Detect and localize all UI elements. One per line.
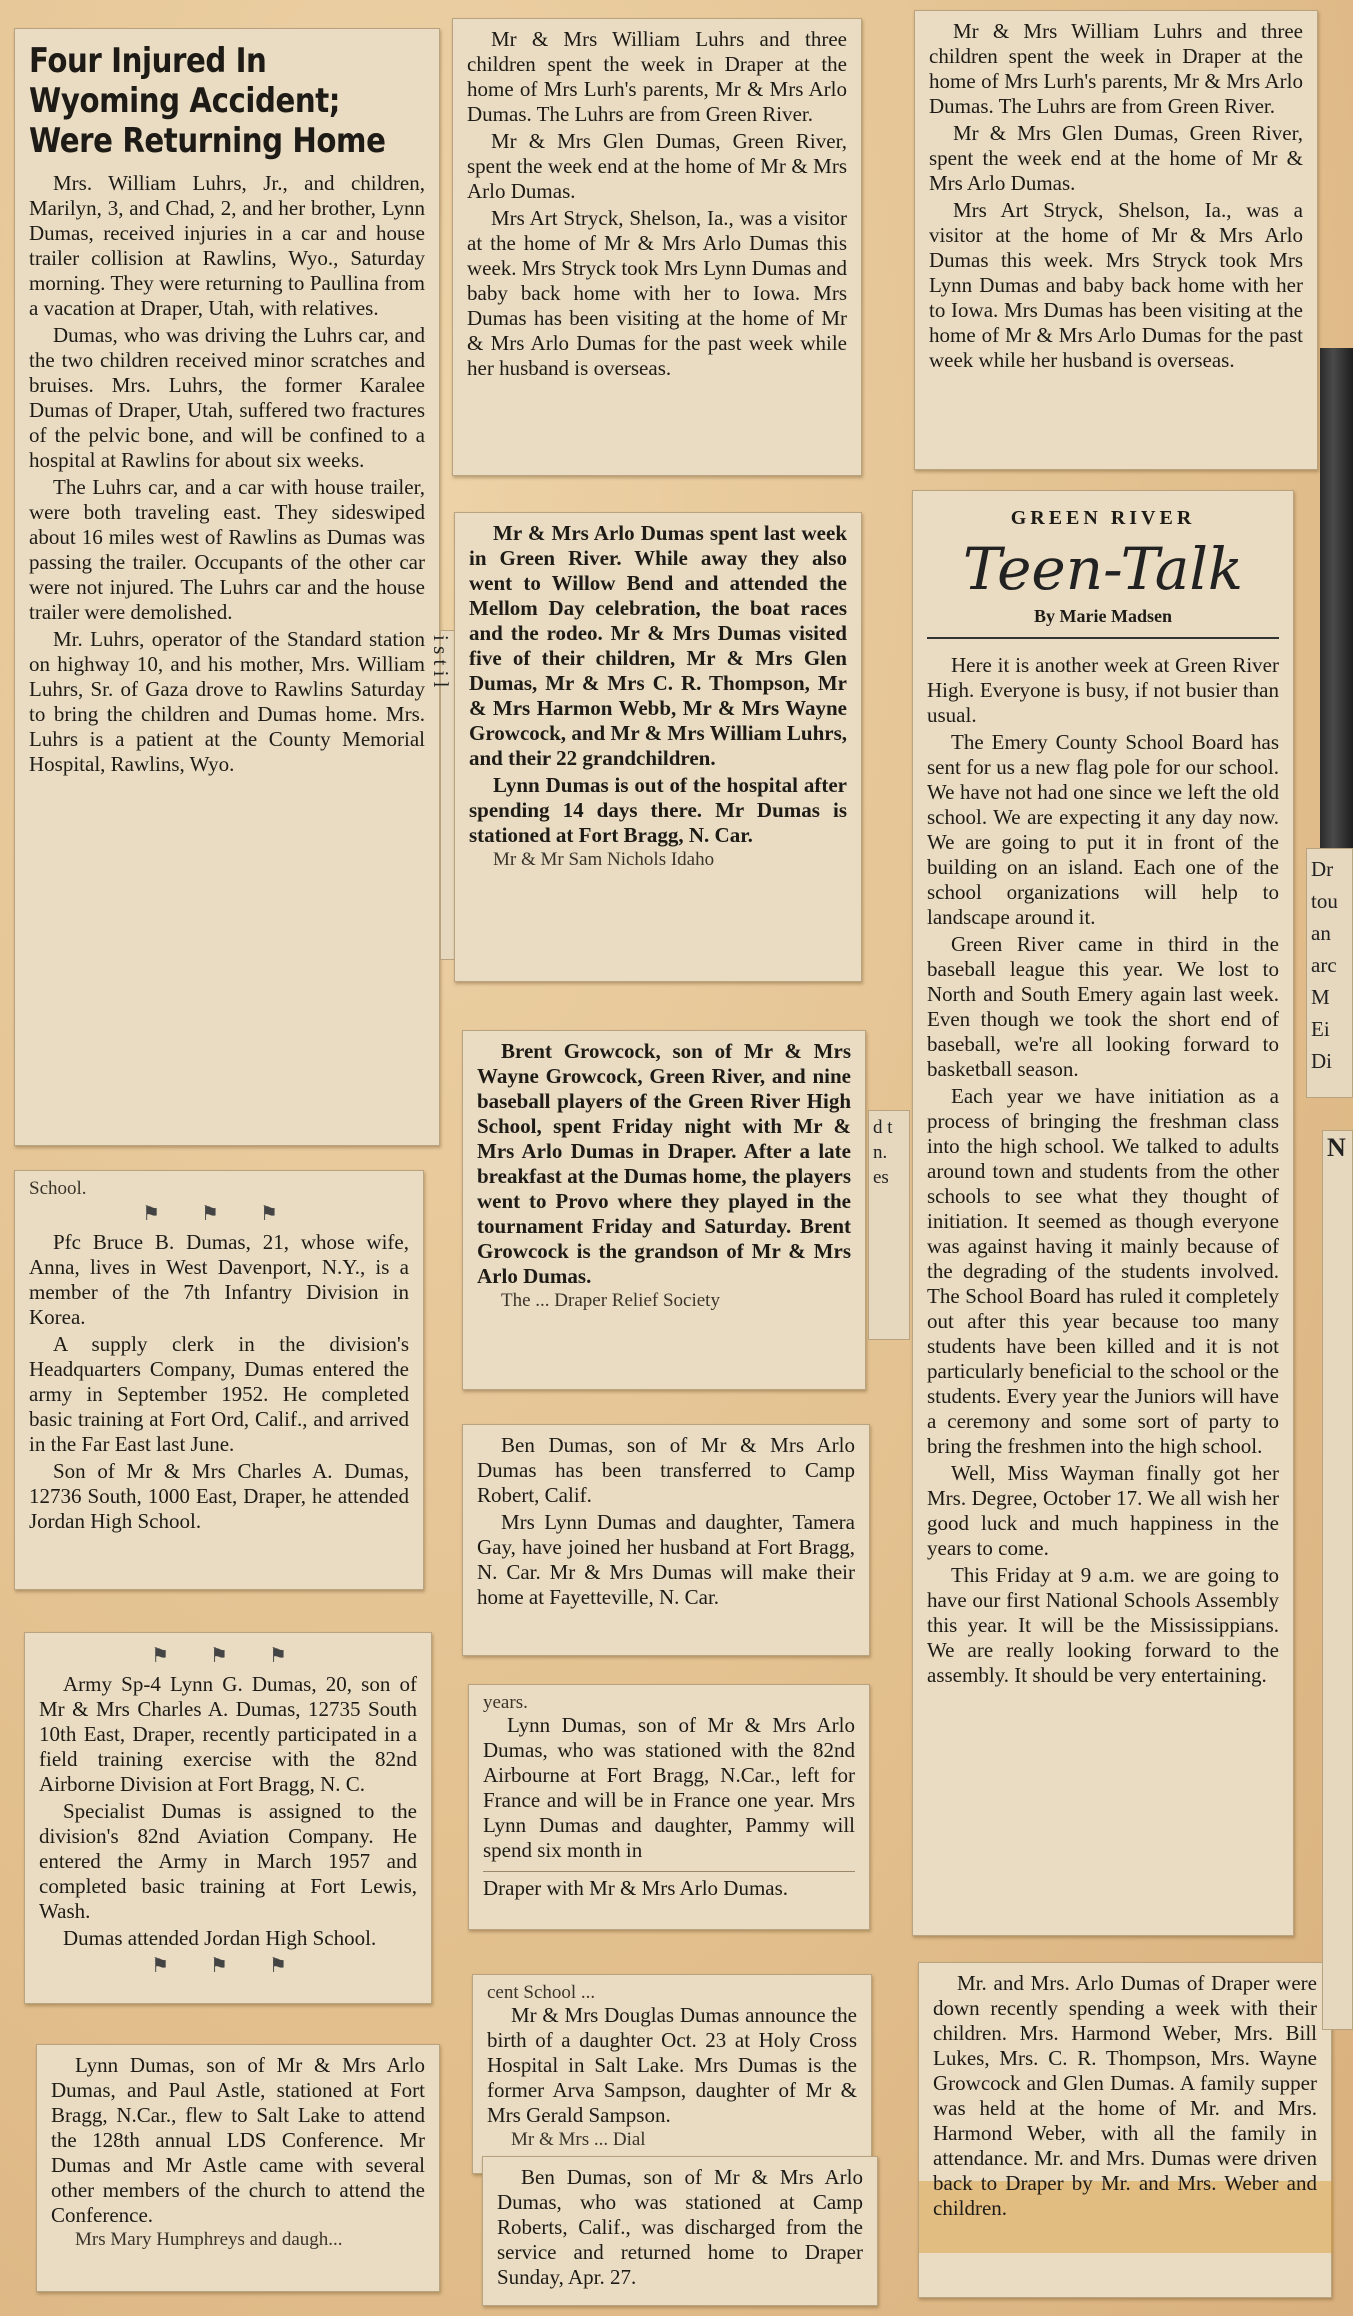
lynn-france-clipping <box>468 1684 870 1930</box>
side-fragment <box>1322 1130 1353 2030</box>
brent-growcock-clipping <box>462 1030 866 1390</box>
fragment-text: d t n. es <box>873 1117 893 1188</box>
paragraph: Here it is another week at Green River High. Everyone is busy, if not busier than usual. <box>927 653 1279 727</box>
paragraph: Mr & Mrs Glen Dumas, Green River, spent the week end at the home of Mr & Mrs Arlo Dumas. <box>467 129 847 203</box>
wyoming-accident-clipping <box>14 28 440 1146</box>
paragraph: Mr & Mrs William Luhrs and three children spent the week in Draper at the home of Mrs Lurh's parents, Mr & Mrs Arlo Dumas. The Luhrs are from Green River. <box>929 19 1303 118</box>
douglas-birth-clipping <box>472 1974 872 2174</box>
lynn-army-clipping <box>24 1632 432 2004</box>
fragment-text: i s t i l <box>429 635 453 688</box>
paragraph: Dumas, who was driving the Luhrs car, and the two children received minor scratches and bruises. Mrs. Luhrs, the former Karalee Dumas of Draper, Utah, suffered two fractures of the pelvic bone, and will be confined to a hospital at Rawlins for about six weeks. <box>29 323 425 472</box>
paragraph: Mr. Luhrs, operator of the Standard station on highway 10, and his mother, Mrs. William Luhrs, Sr. of Gaza drove to Rawlins Saturday to bring the children and Dumas home. Mrs. Luhrs is a patient at the County Memorial Hospital, Rawlins, Wyo. <box>29 627 425 776</box>
column-kicker: GREEN RIVER <box>1010 507 1196 529</box>
cut-fragment: The ... Draper Relief Society <box>501 1290 720 1311</box>
paragraph: Mrs Art Stryck, Shelson, Ia., was a visitor at the home of Mr & Mrs Arlo Dumas this week. Mrs Stryck took Mrs Lynn Dumas and baby back home with her to Iowa. Mrs Dumas has been visiting at the home of Mr & Mrs Arlo Dumas for the past week while her husband is overseas. <box>467 206 847 380</box>
paragraph: Mr & Mrs Glen Dumas, Green River, spent the week end at the home of Mr & Mrs Arlo Dumas. <box>929 121 1303 195</box>
paragraph: Lynn Dumas is out of the hospital after spending 14 days there. Mr Dumas is stationed at Fort Bragg, N. Car. <box>469 773 847 847</box>
cut-fragment: School. <box>29 1178 87 1199</box>
cut-fragment: years. <box>483 1692 528 1713</box>
fragment-text: Dr tou an arc M Ei Di <box>1311 857 1338 1073</box>
paragraph: Mr & Mrs Arlo Dumas spent last week in Green River. While away they also went to Willow Bend and attended the Mellom Day celebration, the boat races and the rodeo. Mr & Mrs Dumas visited five of their children, Mr & Mrs Glen Dumas, Mr & Mrs C. R. Thompson, Mr & Mrs Harmon Webb, Mr & Mrs Wayne Growcock, and Mr & Mrs William Luhrs, and their 22 grandchildren. <box>469 521 847 770</box>
paragraph: Brent Growcock, son of Mr & Mrs Wayne Growcock, Green River, and nine baseball players of the Green River High School, spent Friday night with Mr & Mrs Arlo Dumas in Draper. After a late breakfast at the Dumas home, the players went to Provo where they played in the tournament Friday and Saturday. Brent Growcock is the grandson of Mr & Mrs Arlo Dumas. <box>477 1039 851 1288</box>
paragraph: Each year we have initiation as a process of bringing the freshman class into the high school. We talked to adults around town and students from the other schools to see what they thought of initiation. It seemed as though everyone was against having it mainly because of the degrading of the students involved. The School Board has ruled it completely out after this year because too many students have been killed and it is not particularly beneficial to the school or the students. Every year the Juniors will have a ceremony and some sort of party to bring the freshmen into the high school. <box>927 1084 1279 1458</box>
paragraph: A supply clerk in the division's Headquarters Company, Dumas entered the army in September 1952. He completed basic training at Fort Ord, Calif., and arrived in the Far East last June. <box>29 1332 409 1456</box>
continuation-line: Draper with Mr & Mrs Arlo Dumas. <box>483 1871 855 1901</box>
paragraph: Mr & Mrs Douglas Dumas announce the birth of a daughter Oct. 23 at Holy Cross Hospital in Salt Lake. Mrs Dumas is the former Arva Sampson, daughter of Mr & Mrs Gerald Sampson. <box>487 2003 857 2127</box>
luhrs-visit-duplicate-clipping <box>914 10 1318 470</box>
paragraph: This Friday at 9 a.m. we are going to have our first National Schools Assembly this year. It will be the Mississippians. We are really looking forward to the assembly. It should be very entertaining. <box>927 1563 1279 1687</box>
paragraph: Mr & Mrs William Luhrs and three children spent the week in Draper at the home of Mrs Lurh's parents, Mr & Mrs Arlo Dumas. The Luhrs are from Green River. <box>467 27 847 126</box>
paragraph: Dumas attended Jordan High School. <box>63 1926 377 1950</box>
luhrs-visit-clipping <box>452 18 862 476</box>
paragraph: The Emery County School Board has sent for us a new flag pole for our school. We have not had one since we left the old school. We are expecting it any day now. We are going to put it in front of the building on an island. Each one of the school organizations will help to landscape around it. <box>927 730 1279 929</box>
flags-icon: ⚑ ⚑ ⚑ <box>151 1645 305 1667</box>
paragraph: Pfc Bruce B. Dumas, 21, whose wife, Anna, lives in West Davenport, N.Y., is a member of the 7th Infantry Division in Korea. <box>29 1230 409 1329</box>
photo-fragment <box>1320 348 1353 848</box>
paragraph: Ben Dumas, son of Mr & Mrs Arlo Dumas has been transferred to Camp Robert, Calif. <box>477 1433 855 1507</box>
flags-icon: ⚑ ⚑ ⚑ <box>142 1203 296 1225</box>
side-fragment <box>1306 848 1353 1098</box>
column-title: Teen-Talk <box>962 535 1244 603</box>
cut-fragment: Mr & Mrs ... Dial <box>511 2129 646 2150</box>
flags-icon: ⚑ ⚑ ⚑ <box>151 1955 305 1977</box>
headline: Four Injured In Wyoming Accident; Were Returning Home <box>29 41 386 161</box>
paragraph: Lynn Dumas, son of Mr & Mrs Arlo Dumas, who was stationed with the 82nd Airbourne at Fort Bragg, N.Car., left for France and will be in France one year. Mrs Lynn Dumas and daughter, Pammy will spend six month in <box>483 1713 855 1862</box>
fragment-text: N <box>1327 1133 1346 1162</box>
paragraph: Mrs Art Stryck, Shelson, Ia., was a visitor at the home of Mr & Mrs Arlo Dumas this week. Mrs Stryck took Mrs Lynn Dumas and baby back home with her to Iowa. Mrs Dumas has been visiting at the home of Mr & Mrs Arlo Dumas for the past week while her husband is overseas. <box>929 198 1303 372</box>
cut-fragment: Mrs Mary Humphreys and daugh... <box>75 2229 343 2250</box>
paragraph: Specialist Dumas is assigned to the division's 82nd Aviation Company. He entered the Army in March 1957 and completed basic training at Fort Lewis, Wash. <box>39 1799 417 1923</box>
ben-discharged-clipping <box>482 2156 878 2306</box>
paragraph: Mr. and Mrs. Arlo Dumas of Draper were down recently spending a week with their children. Mrs. Harmond Weber, Mrs. Bill Lukes, Mrs. C. R. Thompson, Mrs. Wayne Growcock and Glen Dumas. A family supper was held at the home of Mr. and Mrs. Harmond Weber, with all the family in attendance. Mr. and Mrs. Dumas were driven back to Draper by Mr. and Mrs. Weber and children. <box>933 1971 1317 2220</box>
weber-family-clipping <box>918 1962 1332 2298</box>
byline: By Marie Madsen <box>927 606 1279 639</box>
paragraph: Well, Miss Wayman finally got her Mrs. Degree, October 17. We all wish her good luck and much happiness in the years to come. <box>927 1461 1279 1560</box>
paragraph: The Luhrs car, and a car with house trailer, were both traveling east. They sideswiped about 16 miles west of Rawlins as Dumas was passing the trailer. Occupants of the other car were not injured. The Luhrs car and the house trailer were demolished. <box>29 475 425 624</box>
teen-talk-column <box>912 490 1294 1936</box>
paragraph: Lynn Dumas, son of Mr & Mrs Arlo Dumas, and Paul Astle, stationed at Fort Bragg, N.Car., flew to Salt Lake to attend the 128th annual LDS Conference. Mr Dumas and Mr Astle came with several other members of the church to attend the Conference. <box>51 2053 425 2227</box>
paragraph: Mrs Lynn Dumas and daughter, Tamera Gay, have joined her husband at Fort Bragg, N. Car. Mr & Mrs Dumas will make their home at Fayetteville, N. Car. <box>477 1510 855 1609</box>
paragraph: Ben Dumas, son of Mr & Mrs Arlo Dumas, who was stationed at Camp Roberts, Calif., was discharged from the service and returned home to Draper Sunday, Apr. 27. <box>497 2165 863 2289</box>
side-fragment <box>868 1110 910 1340</box>
paragraph: Green River came in third in the baseball league this year. We lost to North and South Emery again last week. Even though we took the short end of baseball, we're all looking forward to basketball season. <box>927 932 1279 1081</box>
paragraph: Mrs. William Luhrs, Jr., and children, Marilyn, 3, and Chad, 2, and her brother, Lynn Dumas, received injuries in a car and house trailer collision at Rawlins, Wyo., Saturday morning. They were returning to Paullina from a vacation at Draper, Utah, with relatives. <box>29 171 425 320</box>
lds-conference-clipping <box>36 2044 440 2292</box>
bruce-dumas-clipping <box>14 1170 424 1590</box>
paragraph: Son of Mr & Mrs Charles A. Dumas, 12736 South, 1000 East, Draper, he attended Jordan High School. <box>29 1459 409 1533</box>
ben-camp-robert-clipping <box>462 1424 870 1656</box>
cut-fragment: Mr & Mr Sam Nichols Idaho <box>493 849 715 870</box>
cut-fragment: cent School ... <box>487 1982 596 2003</box>
green-river-visit-clipping <box>454 512 862 982</box>
paragraph: Army Sp-4 Lynn G. Dumas, 20, son of Mr & Mrs Charles A. Dumas, 12735 South 10th East, Draper, recently participated in a field training exercise with the 82nd Airborne Division at Fort Bragg, N. C. <box>39 1672 417 1796</box>
